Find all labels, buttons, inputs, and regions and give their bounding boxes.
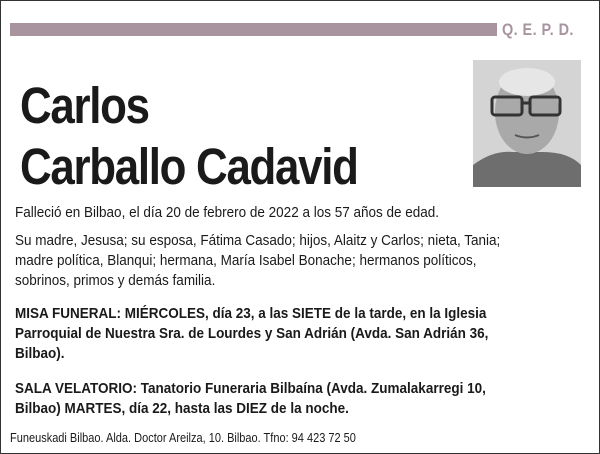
name-surnames: Carballo Cadavid — [20, 138, 358, 195]
text-line: Parroquial de Nuestra Sra. de Lourdes y San Adrián (Avda. San Adrián 36, — [15, 325, 489, 342]
header-bar — [10, 23, 497, 36]
text-line: Su madre, Jesusa; su esposa, Fátima Casado; hijos, Alaitz y Carlos; nieta, Tania; — [15, 232, 501, 249]
funeral-mass-info — [15, 304, 488, 364]
text-line: sobrinos, primos y demás familia. — [15, 272, 216, 289]
text-line: Bilbao). — [15, 345, 65, 362]
name-first: Carlos — [20, 77, 149, 134]
text-line: MISA FUNERAL: MIÉRCOLES, día 23, a las SIETE de la tarde, en la Iglesia — [15, 305, 487, 322]
text-line: Falleció en Bilbao, el día 20 de febrero de 2022 a los 57 años de edad. — [15, 204, 440, 221]
funeral-home-footer: Funeuskadi Bilbao. Alda. Doctor Areilza, 10. Bilbao. Tfno: 94 423 72 50 — [10, 431, 356, 445]
qepd-label: Q. E. P. D. — [502, 20, 574, 39]
text-line: Bilbao) MARTES, día 22, hasta las DIEZ de la noche. — [15, 400, 349, 417]
text-line: SALA VELATORIO: Tanatorio Funeraria Bilbaína (Avda. Zumalakarregi 10, — [15, 380, 486, 397]
portrait-photo-icon — [473, 60, 581, 187]
text-line: madre política, Blanqui; hermana, María Isabel Bonache; hermanos políticos, — [15, 252, 477, 269]
wake-info — [15, 379, 486, 419]
death-statement — [15, 203, 439, 223]
family-list — [15, 231, 500, 291]
